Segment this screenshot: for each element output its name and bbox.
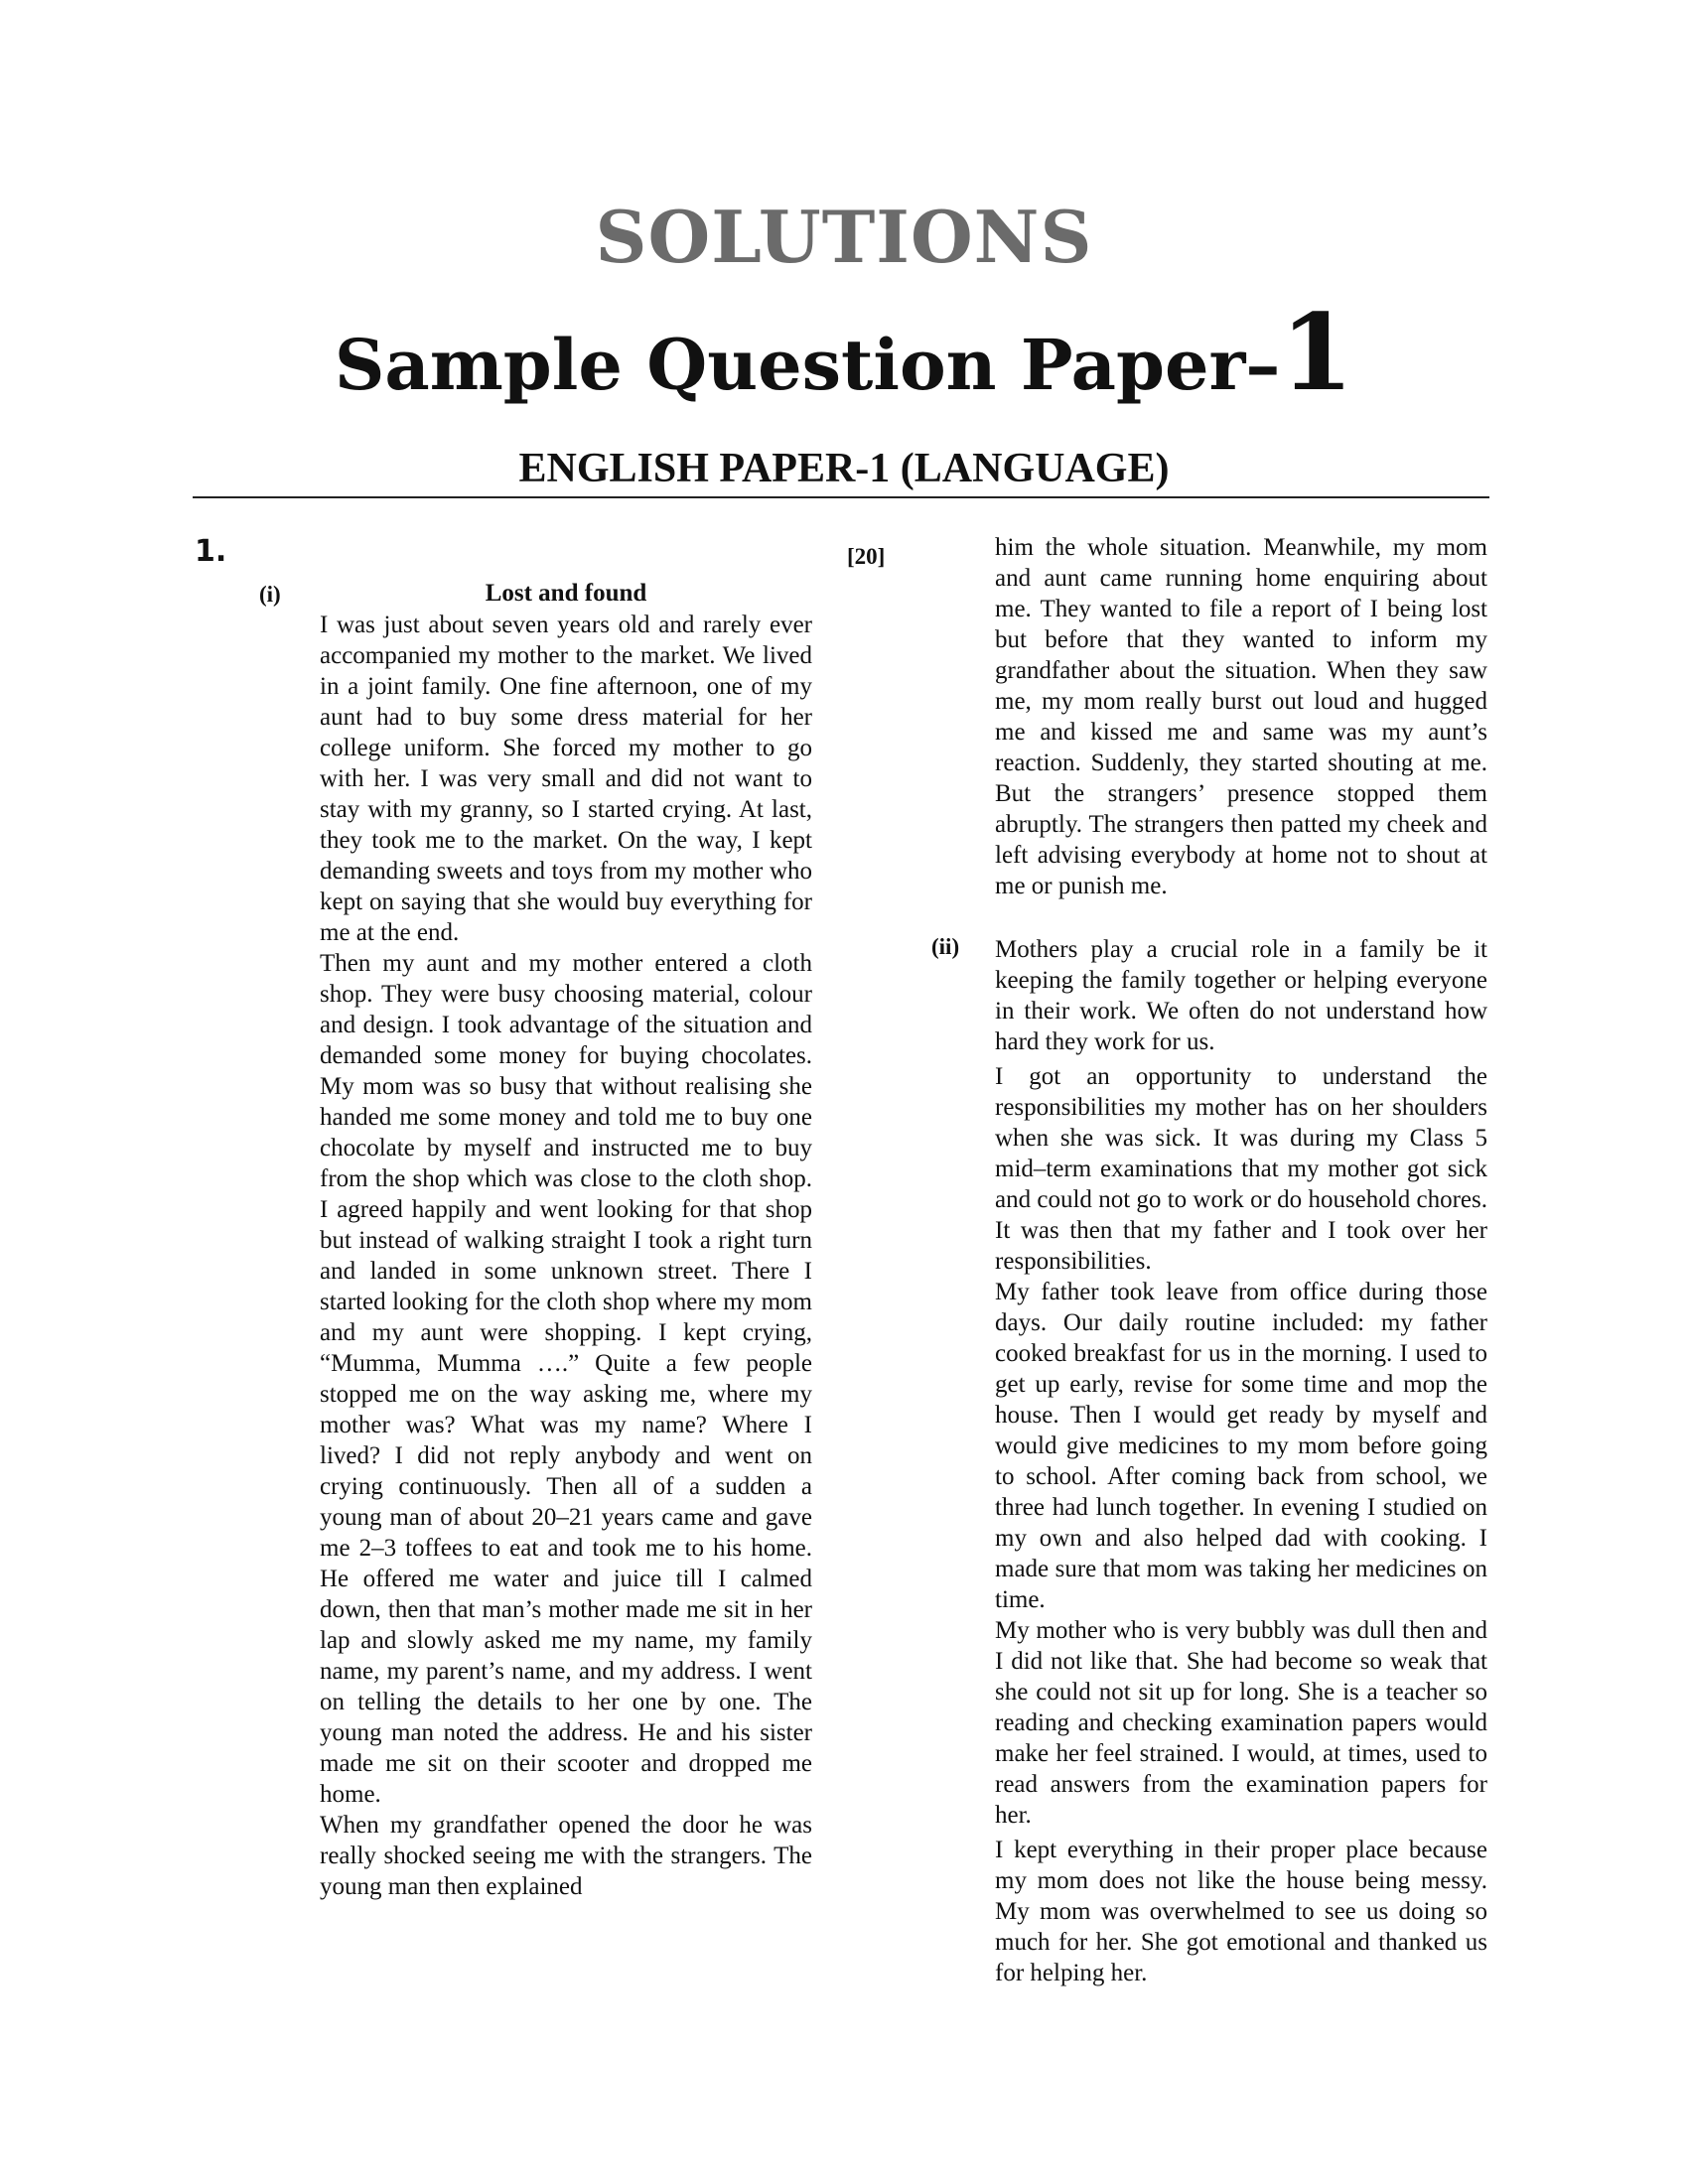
paper-title-text: Sample Question Paper–	[334, 324, 1281, 406]
story-paragraph: him the whole situation. Meanwhile, my mom and aunt came running home enquiring about me. They wanted to file a report of I being lost but before that they wanted to inform my grandfather about the situation. When they saw me, my mom really burst out loud and hugged me and kissed me and same was my aunt’s reaction. Suddenly, they started shouting at me. But the strangers’ presence stopped them abruptly. The strangers then patted my cheek and left advising everybody at home not to shout at me or punish me.	[995, 534, 1487, 899]
subject-heading: ENGLISH PAPER-1 (LANGUAGE)	[518, 446, 1170, 491]
essay-paragraph: Mothers play a crucial role in a family be it keeping the family together or helping everyone in their work. We often do not understand how hard they work for us.	[995, 936, 1487, 1055]
story-paragraph: When my grandfather opened the door he was really shocked seeing me with the strangers. The young man then explained	[320, 1812, 812, 1900]
header-divider	[193, 496, 1489, 498]
essay-paragraph: I kept everything in their proper place because my mom does not like the house being messy. My mom was overwhelmed to see us doing so much for her. She got emotional and thanked us for helping her.	[995, 1837, 1487, 1986]
story-title: Lost and found	[485, 580, 647, 607]
story-paragraph: I was just about seven years old and rarely ever accompanied my mother to the market. We lived in a joint family. One fine afternoon, one of my aunt had to buy some dress material for her college uniform. She forced my mother to go with her. I was very small and did not want to stay with my granny, so I started crying. At last, they took me to the market. On the way, I kept demanding sweets and toys from my mother who kept on saying that she would buy everything for me at the end.	[320, 612, 812, 946]
right-column-part-ii	[995, 934, 1487, 1988]
right-column-continuation	[995, 532, 1487, 901]
essay-paragraph: My mother who is very bubbly was dull then and I did not like that. She had become so weak that she could not sit up for long. She is a teacher so reading and checking examination papers would make her feel strained. I would, at times, used to read answers from the examination papers for her.	[995, 1617, 1487, 1829]
paper-number: 1	[1280, 290, 1354, 414]
left-column	[320, 610, 812, 1902]
essay-paragraph: My father took leave from office during those days. Our daily routine included: my father cooked breakfast for us in the morning. I used to get up early, revise for some time and mop the house. Then I would get ready by myself and would give medicines to my mom before going to school. After coming back from school, we three had lunch together. In evening I studied on my own and also helped dad with cooking. I made sure that mom was taking her medicines on time.	[995, 1279, 1487, 1613]
question-number: 1.	[195, 534, 227, 569]
solutions-heading: SOLUTIONS	[595, 195, 1093, 279]
part-i-label: (i)	[259, 582, 281, 607]
question-marks: [20]	[847, 544, 886, 569]
story-paragraph: Then my aunt and my mother entered a cloth shop. They were busy choosing material, colour and design. I took advantage of the situation and demanded some money for buying chocolates. My mom was so busy that without realising she handed me some money and told me to buy one chocolate by myself and instructed me to buy from the shop which was close to the cloth shop. I agreed happily and went looking for that shop but instead of walking straight I took a right turn and landed in some unknown street. There I started looking for the cloth shop where my mom and my aunt were shopping. I kept crying, “Mumma, Mumma ….” Quite a few people stopped me on the way asking me, where my mother was? What was my name? Where I lived? I did not reply anybody and went on crying continuously. Then all of a sudden a young man of about 20–21 years came and gave me 2–3 toffees to eat and took me to his home. He offered me water and juice till I calmed down, then that man’s mother made me sit in her lap and slowly asked me my name, my family name, my parent’s name, and my address. I went on telling the details to her one by one. The young man noted the address. He and his sister made me sit on their scooter and dropped me home.	[320, 950, 812, 1808]
paper-title	[0, 290, 1688, 414]
essay-paragraph: I got an opportunity to understand the responsibilities my mother has on her shoulders when she was sick. It was during my Class 5 mid–term examinations that my mother got sick and could not go to work or do household chores. It was then that my father and I took over her responsibilities.	[995, 1063, 1487, 1275]
part-ii-label: (ii)	[931, 934, 960, 959]
